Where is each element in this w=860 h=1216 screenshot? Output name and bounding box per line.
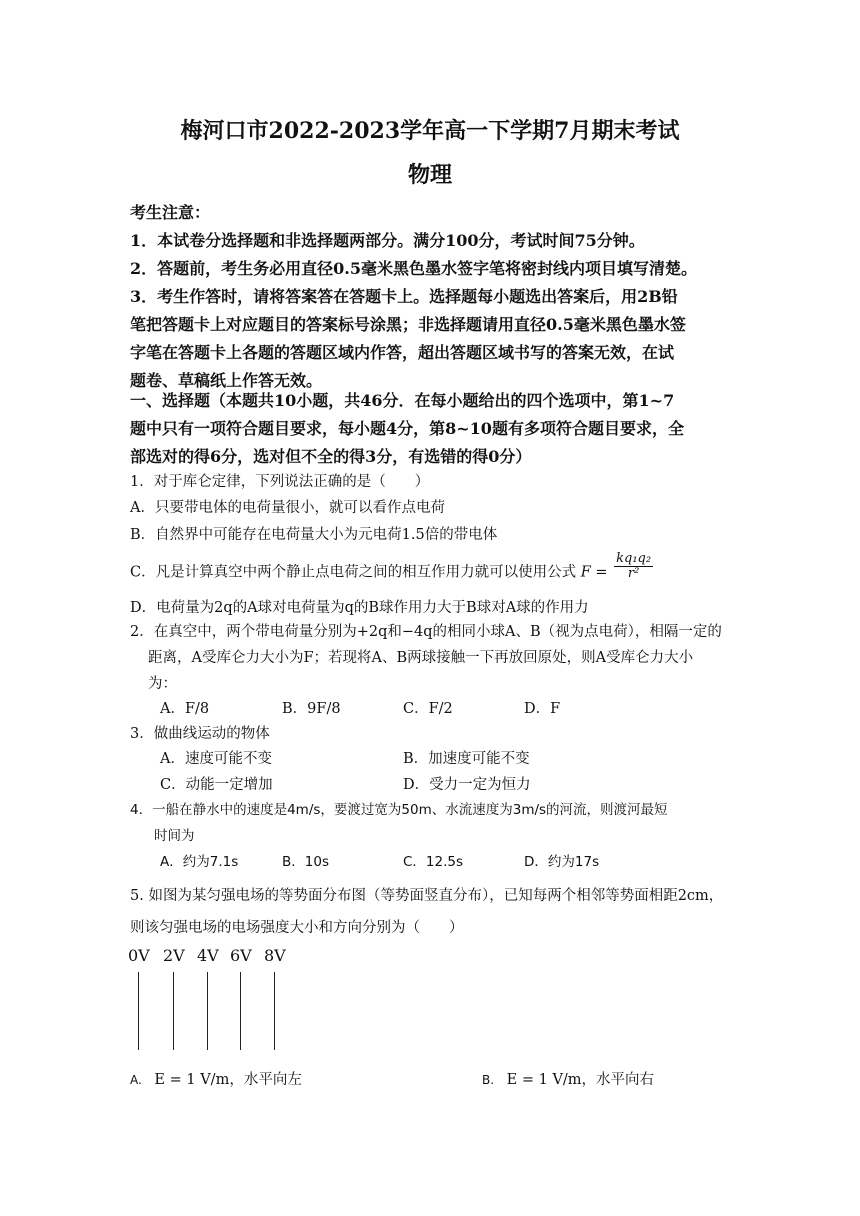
notice-item-3-line4: 题卷、草稿纸上作答无效。 <box>130 371 323 390</box>
equipotential-line-2v <box>173 972 174 1050</box>
q1-stem: 1．对于库仑定律，下列说法正确的是（ ） <box>130 474 430 490</box>
q5-option-b <box>482 1068 654 1089</box>
q2-line2: 距离，A受库仑力大小为F；若现将A、B两球接触一下再放回原处，则A受库仑力大小 <box>148 650 694 666</box>
q3-option-d: D．受力一定为恒力 <box>403 777 531 793</box>
q1-formula-denominator: r² <box>627 566 640 581</box>
equipotential-label-2v: 2V <box>163 946 185 965</box>
q3-option-b: B．加速度可能不变 <box>403 751 530 767</box>
q1-option-b: B．自然界中可能存在电荷量大小为元电荷1.5倍的带电体 <box>130 527 498 543</box>
q2-option-b: B．9F/8 <box>282 701 341 717</box>
notice-item-3-line3: 字笔在答题卡上各题的答题区域内作答，超出答题区域书写的答案无效，在试 <box>130 343 675 362</box>
q5-option-a-text: E = 1 V/m，水平向左 <box>154 1072 302 1088</box>
notice-item-2: 2．答题前，考生务必用直径0.5毫米黑色墨水签字笔将密封线内项目填写清楚。 <box>130 259 697 278</box>
subject-title: 物理 <box>407 162 452 188</box>
q4-option-b: B．10s <box>282 854 329 870</box>
q3-stem: 3．做曲线运动的物体 <box>130 726 270 742</box>
q5-line1: 5. 如图为某匀强电场的等势面分布图（等势面竖直分布），已知每两个相邻等势面相距2cm， <box>130 888 724 904</box>
q3-option-c: C．动能一定增加 <box>160 777 273 793</box>
q2-option-d: D．F <box>524 701 561 717</box>
q1-option-c-text: C．凡是计算真空中两个静止点电荷之间的相互作用力就可以使用公式 <box>130 564 577 581</box>
q1-option-a: A．只要带电体的电荷量很小，就可以看作点电荷 <box>130 500 445 516</box>
q1-formula-fraction <box>614 552 653 581</box>
q1-formula-lhs: F = <box>580 564 608 581</box>
notice-heading: 考生注意： <box>130 203 211 222</box>
q5-option-b-text: E = 1 V/m，水平向右 <box>506 1072 655 1088</box>
section1-line1: 一、选择题（本题共10小题，共46分．在每小题给出的四个选项中，第1~7 <box>130 391 675 410</box>
equipotential-diagram <box>128 946 298 1052</box>
equipotential-line-6v <box>240 972 241 1050</box>
q1-formula-numerator: kq₁q₂ <box>616 551 652 566</box>
q4-option-d: D．约为17s <box>524 854 600 870</box>
equipotential-line-4v <box>207 972 208 1050</box>
q4-option-a: A．约为7.1s <box>160 854 239 870</box>
q2-line1: 2．在真空中，两个带电荷量分别为+2q和−4q的相同小球A、B（视为点电荷），相隔一定的 <box>130 624 722 640</box>
equipotential-label-8v: 8V <box>264 946 286 965</box>
q4-line2: 时间为 <box>154 828 195 844</box>
q3-option-a: A．速度可能不变 <box>160 751 272 767</box>
equipotential-line-0v <box>138 972 139 1050</box>
q5-line2: 则该匀强电场的电场强度大小和方向分别为（ ） <box>130 920 464 936</box>
notice-item-1: 1．本试卷分选择题和非选择题两部分。满分100分，考试时间75分钟。 <box>130 231 645 250</box>
notice-item-3-line2: 笔把答题卡上对应题目的答案标号涂黑；非选择题请用直径0.5毫米黑色墨水签 <box>130 315 686 334</box>
equipotential-label-6v: 6V <box>230 946 252 965</box>
notice-item-3-line1: 3．考生作答时，请将答案答在答题卡上。选择题每小题选出答案后，用2B铅 <box>130 287 678 306</box>
q4-line1: 4．一船在静水中的速度是4m/s，要渡过宽为50m、水流速度为3m/s的河流，则渡河最短 <box>130 802 668 818</box>
q2-option-a: A．F/8 <box>160 701 210 717</box>
q1-option-d: D．电荷量为2q的A球对电荷量为q的B球作用力大于B球对A球的作用力 <box>130 600 589 616</box>
q4-option-c: C．12.5s <box>403 854 464 870</box>
equipotential-label-4v: 4V <box>197 946 219 965</box>
section1-line3: 部选对的得6分，选对但不全的得3分，有选错的得0分） <box>130 447 532 466</box>
equipotential-label-0v: 0V <box>128 946 150 965</box>
q2-line3: 为： <box>148 676 177 692</box>
equipotential-line-8v <box>274 972 275 1050</box>
q5-option-b-label: B. <box>482 1073 495 1087</box>
section1-line2: 题中只有一项符合题目要求，每小题4分，第8~10题有多项符合题目要求，全 <box>130 419 684 438</box>
q2-option-c: C．F/2 <box>403 701 453 717</box>
q5-option-a <box>130 1068 302 1089</box>
q5-option-a-label: A. <box>130 1073 142 1087</box>
exam-title: 梅河口市2022-2023学年高一下学期7月期末考试 <box>180 118 680 144</box>
q1-option-c <box>130 551 653 587</box>
